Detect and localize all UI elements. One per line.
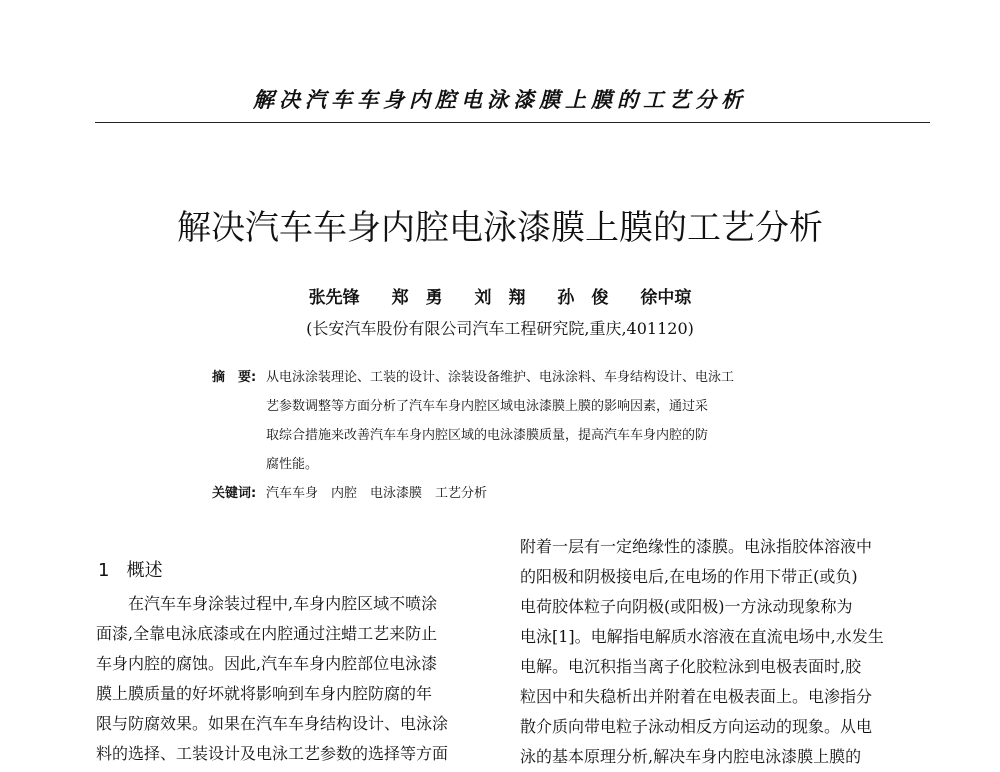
affiliation: (长安汽车股份有限公司汽车工程研究院,重庆,401120) bbox=[306, 319, 694, 338]
abstract-line: 从电泳涂装理论、工装的设计、涂装设备维护、电泳涂料、车身结构设计、电泳工 bbox=[266, 370, 735, 385]
body-line: 限与防腐效果。如果在汽车车身结构设计、电泳涂 bbox=[96, 714, 449, 733]
body-line: 泳的基本原理分析,解决车身内腔电泳漆膜上膜的 bbox=[520, 747, 862, 766]
abstract-line: 取综合措施来改善汽车车身内腔区域的电泳漆膜质量，提高汽车车身内腔的防 bbox=[266, 428, 709, 443]
author: 孙 俊 bbox=[557, 288, 609, 308]
body-line: 在汽车车身涂装过程中,车身内腔区域不喷涂 bbox=[96, 594, 438, 613]
body-line: 电泳[1]。电解指电解质水溶液在直流电场中,水发生 bbox=[520, 627, 884, 646]
keywords-label: 关键词: bbox=[212, 486, 257, 501]
section-heading bbox=[98, 556, 163, 582]
author: 刘 翔 bbox=[474, 288, 526, 308]
running-header: 解决汽车车身内腔电泳漆膜上膜的工艺分析 bbox=[253, 87, 747, 112]
body-line: 散介质向带电粒子泳动相反方向运动的现象。从电 bbox=[520, 717, 873, 736]
author-list bbox=[0, 283, 1000, 308]
body-line: 车身内腔的腐蚀。因此,汽车车身内腔部位电泳漆 bbox=[96, 654, 438, 673]
header-rule bbox=[95, 122, 930, 123]
abstract-line: 艺参数调整等方面分析了汽车车身内腔区域电泳漆膜上膜的影响因素，通过采 bbox=[266, 399, 709, 414]
body-line: 附着一层有一定绝缘性的漆膜。电泳指胶体溶液中 bbox=[520, 537, 873, 556]
body-line: 面漆,全靠电泳底漆或在内腔通过注蜡工艺来防止 bbox=[96, 624, 438, 643]
body-line: 电解。电沉积指当离子化胶粒泳到电极表面时,胶 bbox=[520, 657, 862, 676]
abstract-label: 摘 要: bbox=[212, 370, 257, 385]
author: 张先锋 bbox=[308, 288, 360, 308]
paper-title: 解决汽车车身内腔电泳漆膜上膜的工艺分析 bbox=[177, 208, 823, 248]
author: 郑 勇 bbox=[391, 288, 443, 308]
body-line: 粒因中和失稳析出并附着在电极表面上。电渗指分 bbox=[520, 687, 873, 706]
section-title: 概述 bbox=[126, 560, 163, 581]
body-line: 电荷胶体粒子向阴极(或阳极)一方泳动现象称为 bbox=[520, 597, 853, 616]
body-line: 的阳极和阴极接电后,在电场的作用下带正(或负) bbox=[520, 567, 858, 586]
right-column bbox=[520, 532, 884, 772]
author: 徐中琼 bbox=[640, 288, 692, 308]
body-line: 膜上膜质量的好坏就将影响到车身内腔防腐的年 bbox=[96, 684, 433, 703]
abstract-line: 腐性能。 bbox=[266, 457, 319, 472]
body-line: 料的选择、工装设计及电泳工艺参数的选择等方面 bbox=[96, 744, 449, 763]
left-column bbox=[96, 589, 448, 769]
keywords-list: 汽车车身 内腔 电泳漆膜 工艺分析 bbox=[266, 486, 488, 501]
section-number: 1 bbox=[98, 560, 110, 581]
